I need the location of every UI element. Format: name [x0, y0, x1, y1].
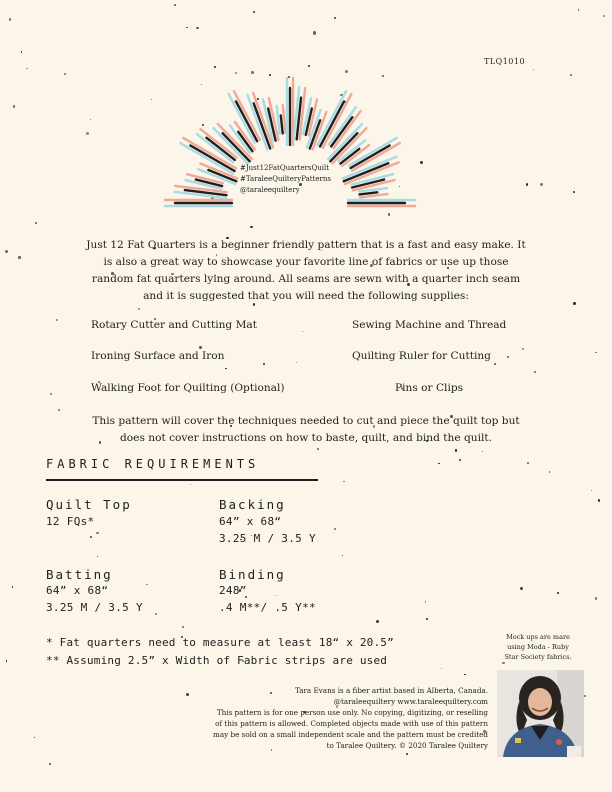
speck: [302, 331, 303, 332]
speck: [459, 459, 461, 461]
batting-size: 64” x 68“: [46, 584, 109, 597]
speck: [317, 448, 319, 450]
batting-amount: 3.25 M / 3.5 Y: [46, 601, 143, 614]
speck: [584, 695, 586, 697]
speck: [155, 613, 157, 615]
intro-line: is also a great way to showcase your favorite line of fabrics or use up those: [103, 256, 509, 268]
copyright-line: of this pattern is allowed. Completed objects made with use of this pattern: [215, 719, 488, 728]
footnote: * Fat quarters need to measure at least 18“ x 20.5”: [46, 636, 394, 649]
quilt-top-amount: 12 FQs*: [46, 515, 95, 528]
footnote: ** Assuming 2.5” x Width of Fabric strips are used: [46, 654, 388, 667]
backing-amount: 3.25 M / 3.5 Y: [219, 532, 316, 545]
batting-title: Batting: [46, 567, 113, 582]
speck: [190, 484, 191, 485]
intro-line: and it is suggested that you will need the following supplies:: [143, 290, 469, 302]
speck: [186, 27, 187, 28]
speck: [406, 753, 408, 755]
copyright-line: may be sold on a small independent scale and the pattern must be credited: [213, 730, 488, 739]
speck: [56, 319, 58, 321]
speck: [343, 481, 344, 482]
speck: [49, 763, 51, 765]
speck: [334, 528, 336, 530]
speck: [86, 132, 89, 135]
speck: [595, 597, 598, 600]
supply-item: Rotary Cutter and Cutting Mat: [91, 319, 257, 331]
speck: [334, 17, 336, 19]
mockup-line: Star Society fabrics.: [504, 653, 572, 661]
mockup-note: [488, 632, 588, 662]
heading-underline: [46, 479, 318, 481]
speck: [455, 449, 458, 452]
speck: [21, 51, 23, 53]
hashtag-line: #Just12FatQuartersQuilt: [240, 164, 330, 172]
speck: [313, 31, 316, 34]
speck: [595, 352, 596, 353]
speck: [494, 363, 496, 365]
sunburst-ray: [352, 143, 400, 171]
supply-item: Pins or Clips: [395, 382, 464, 394]
fabric-requirements-heading: FABRIC REQUIREMENTS: [46, 457, 260, 471]
speck: [296, 362, 297, 363]
author-photo: [497, 670, 584, 757]
speck: [438, 463, 439, 464]
speck: [6, 660, 7, 661]
speck: [522, 348, 524, 350]
supply-item: Sewing Machine and Thread: [352, 319, 507, 331]
supply-item: Walking Foot for Quilting (Optional): [91, 382, 285, 394]
speck: [533, 69, 534, 70]
speck: [570, 74, 572, 76]
speck: [573, 191, 575, 193]
coverage-line: does not cover instructions on how to baste, quilt, and bind the quilt.: [120, 432, 492, 444]
binding-title: Binding: [219, 567, 286, 582]
speck: [96, 532, 98, 534]
speck: [540, 183, 543, 186]
speck: [138, 308, 140, 310]
speck: [199, 346, 202, 349]
pattern-code: TLQ1010: [484, 57, 526, 66]
intro-line: random fat quarters lying around. All seams are sewn with a quarter inch seam: [91, 273, 521, 285]
speck: [18, 256, 20, 258]
supply-item: Ironing Surface and Iron: [91, 350, 225, 362]
speck: [603, 15, 605, 17]
speck: [196, 27, 199, 30]
speck: [502, 662, 504, 664]
mockup-line: Mock ups are mare: [506, 633, 570, 641]
hashtag-line: #TaraleeQuilteryPatterns: [240, 175, 331, 183]
sunburst-graphic: [120, 38, 490, 228]
backing-size: 64” x 68“: [219, 515, 282, 528]
speck: [573, 302, 576, 305]
speck: [9, 18, 11, 20]
speck: [520, 587, 523, 590]
speck: [557, 592, 559, 594]
speck: [26, 68, 27, 69]
mockup-line: using Moda - Ruby: [507, 643, 569, 651]
speck: [146, 584, 148, 586]
binding-length: 248”: [219, 584, 247, 597]
hashtags: [240, 163, 331, 196]
speck: [482, 451, 483, 452]
speck: [598, 499, 600, 501]
sunburst-ray: [281, 115, 283, 133]
speck: [578, 9, 580, 11]
speck: [253, 11, 255, 13]
sunburst-ray: [359, 192, 377, 194]
speck: [50, 393, 52, 395]
speck: [90, 536, 92, 538]
speck: [90, 119, 91, 120]
backing-title: Backing: [219, 497, 286, 512]
speck: [13, 105, 16, 108]
speck: [507, 356, 509, 358]
coverage-paragraph: [40, 413, 572, 447]
speck: [591, 490, 592, 491]
handle-line: @taraleequiltery: [240, 186, 300, 194]
speck: [549, 471, 551, 473]
speck: [527, 462, 529, 464]
speck: [276, 595, 277, 596]
speck: [426, 618, 428, 620]
author-line: Tara Evans is a fiber artist based in Alberta, Canada.: [294, 686, 488, 695]
supply-item: Quilting Ruler for Cutting: [352, 350, 491, 362]
copyright-line: This pattern is for one person use only. No copying, digitizing, or reselling: [216, 708, 488, 717]
speck: [58, 409, 60, 411]
coverage-line: This pattern will cover the techniques needed to cut and piece the quilt top but: [92, 415, 520, 427]
speck: [342, 555, 343, 556]
speck: [12, 586, 13, 587]
speck: [5, 250, 8, 253]
speck: [64, 73, 66, 75]
speck: [174, 4, 176, 6]
speck: [97, 556, 98, 557]
speck: [182, 626, 184, 628]
quilt-top-title: Quilt Top: [46, 497, 132, 512]
binding-amount: .4 M**/ .5 Y**: [219, 601, 316, 614]
speck: [376, 620, 379, 623]
speck: [35, 222, 37, 224]
speck: [425, 601, 427, 603]
speck: [263, 363, 265, 365]
speck: [225, 368, 226, 369]
intro-line: Just 12 Fat Quarters is a beginner friendly pattern that is a fast and easy make. It: [86, 239, 526, 251]
speck: [464, 674, 466, 676]
speck: [441, 668, 442, 669]
copyright-line: to Taralee Quiltery. © 2020 Taralee Quiltery: [326, 741, 488, 750]
speck: [534, 371, 536, 373]
speck: [34, 737, 35, 738]
author-line: @taraleequiltery www.taraleequiltery.com: [333, 697, 488, 706]
author-info: [100, 685, 488, 751]
speck: [526, 183, 528, 185]
intro-paragraph: [40, 237, 572, 305]
